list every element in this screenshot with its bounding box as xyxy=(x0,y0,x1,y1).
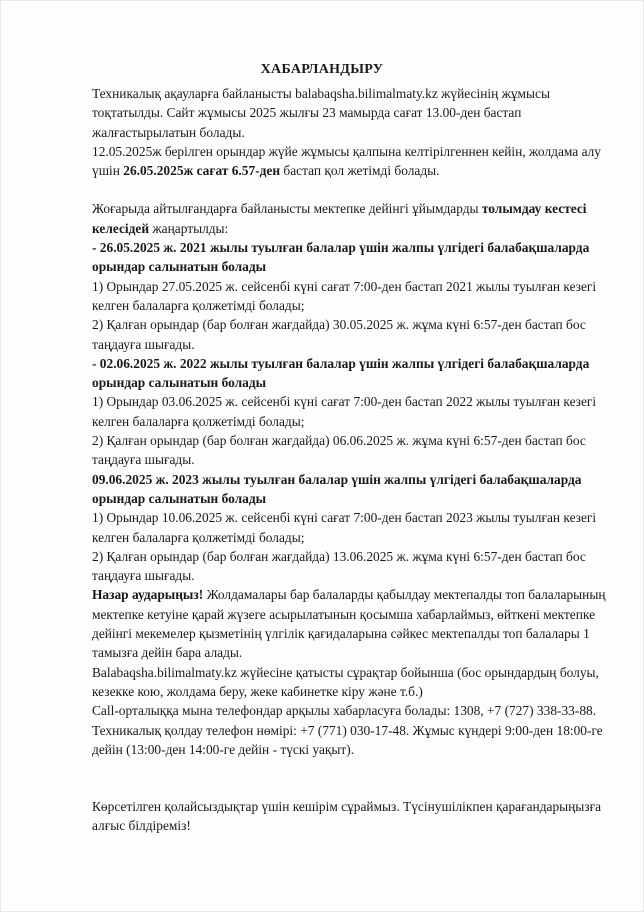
section-2023-item-2: 2) Қалған орындар (бар болған жағдайда) 13.06.2025 ж. жұма күні 6:57-ден бастап бос таңдауға шығады. xyxy=(92,548,586,584)
section-2022-item-1: 1) Орындар 03.06.2025 ж. сейсенбі күні сағат 7:00-ден бастап 2022 жылы туылған кезегі келген балаларға қолжетімді болады; xyxy=(92,394,597,429)
document-title: ХАБАРЛАНДЫРУ xyxy=(260,62,384,77)
paragraph-places-availability: 12.05.2025ж берілген орындар жүйе жұмысы қалпына келтірілгеннен кейін, жолдама алу үшін 26.05.2025ж сағат 6.57-ден бастап қол жетімді болады. xyxy=(92,143,602,179)
schedule-emphasis: толымдау кестесі келесідей xyxy=(92,201,587,236)
section-2021-item-2: 2) Қалған орындар (бар болған жағдайда) 30.05.2025 ж. жұма күні 6:57-ден бастап бос таңдауға шығады. xyxy=(92,317,586,352)
paragraph-site-outage: Техникалық ақауларға байланысты balabaqsha.bilimalmaty.kz жүйесінің жұмысы тоқтатылды. Сайт жұмысы 2025 жылғы 23 мамырда сағат 13.00-ден бастап жалғастырылатын болады. xyxy=(92,86,550,140)
paragraph-contacts: Call-орталыққа мына телефондар арқылы хабарласуға болады: 1308, +7 (727) 338-33-88. Техникалық қолдау телефон нөмірі: +7 (771) 030-17-48. Жұмыс күндері 9:00-ден 18:00-ге дейін (13:00-ден 14:00-ге дейін - түскі уақыт). xyxy=(92,703,603,757)
paragraph-questions: Balabaqsha.bilimalmaty.kz жүйесіне қатысты сұрақтар бойынша (бос орындардың болуы, кезекке кою, жолдама беру, жеке кабинетке кіру және т.б.) xyxy=(92,664,599,699)
attention-label: Назар аударыңыз! xyxy=(92,587,204,603)
section-2022-item-2: 2) Қалған орындар (бар болған жағдайда) 06.06.2025 ж. жұма күні 6:57-ден бастап бос таңдауға шығады. xyxy=(92,433,586,468)
paragraph-apology: Көрсетілген қолайсыздықтар үшін кешірім сұраймыз. Түсінушілікпен қарағандарыңызға алғыс білдіреміз! xyxy=(92,799,602,834)
section-2021-item-1: 1) Орындар 27.05.2025 ж. сейсенбі күні сағат 7:00-ден бастап 2021 жылы туылған кезегі келген балаларға қолжетімді болады; xyxy=(92,278,597,313)
document-body xyxy=(92,84,612,836)
paragraph-attention-note: Назар аударыңыз! Жолдамалары бар балаларды қабылдау мектепалды топ балаларының мектепке кетуіне қарай жүзеге асырылатынын қосымша хабарлаймыз, өйткені мектепке дейінгі мекемелер қызметінің үлгілік қағидаларына сәйкес мектепалды топ балалары 1 тамызға дейін бара алады. xyxy=(92,587,606,661)
section-2021-heading: - 26.05.2025 ж. 2021 жылы туылған балалар үшін жалпы үлгідегі балабақшаларда орындар салынатын болады xyxy=(92,240,590,275)
section-2023-heading: 09.06.2025 ж. 2023 жылы туылған балалар үшін жалпы үлгідегі балабақшаларда орындар салынатын болады xyxy=(92,471,582,506)
section-2023-item-1: 1) Орындар 10.06.2025 ж. сейсенбі күні сағат 7:00-ден бастап 2023 жылы туылған кезегі келген балаларға қолжетімді болады; xyxy=(92,510,597,545)
availability-date: 26.05.2025ж сағат 6.57-ден xyxy=(123,163,281,179)
paragraph-schedule-intro: Жоғарыда айтылғандарға байланысты мектепке дейінгі ұйымдарды толымдау кестесі келесідей жаңартылды: xyxy=(92,201,587,236)
section-2022-heading: - 02.06.2025 ж. 2022 жылы туылған балалар үшін жалпы үлгідегі балабақшаларда орындар салынатын болады xyxy=(92,355,590,391)
